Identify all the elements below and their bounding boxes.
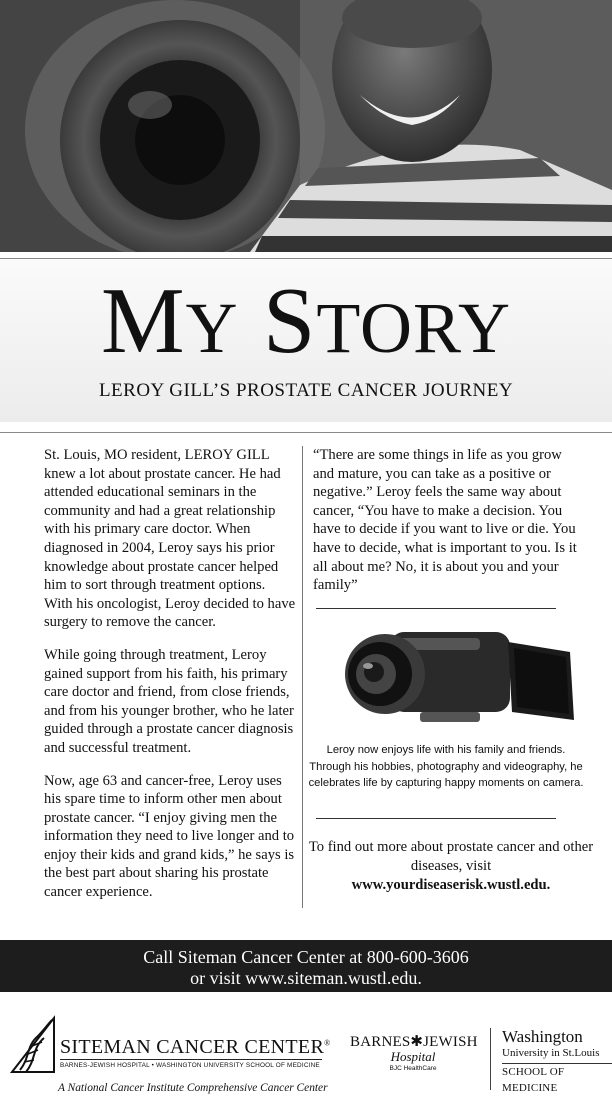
find-out-text: To find out more about prostate cancer and other diseases, visit [308, 839, 594, 874]
wu-name: Washington [502, 1027, 583, 1046]
headline-part: S [263, 269, 317, 373]
bjh-bjc: BJC HealthCare [389, 1065, 437, 1072]
story-left-column [44, 446, 296, 916]
photo-caption: Leroy now enjoys life with his family and friends. Through his hobbies, photography and videography, he celebrates life by capturing happy moments on camera. [308, 744, 584, 790]
bjh-hospital: Hospital [390, 1049, 436, 1064]
cta-web-line[interactable]: or visit www.siteman.wustl.edu. [190, 968, 422, 988]
sponsor-footer [0, 998, 612, 1108]
siteman-tagline: A National Cancer Institute Comprehensive Cancer Center [58, 1082, 328, 1094]
headline-part: Y [185, 288, 239, 368]
headline-part: TORY [316, 288, 512, 368]
story-paragraph: St. Louis, MO resident, LEROY GILL knew a lot about prostate cancer. He had attended educational seminars in the community and had a great relationship with his primary care doctor. When diagnosed in 2004, Leroy says his prior knowledge about prostate cancer helped him to sort through treatment options. With his oncologist, Leroy decided to have surgery to remove the cancer. [44, 447, 296, 631]
caption-rule-top [316, 608, 556, 609]
subtitle: LEROY GILL’S PROSTATE CANCER JOURNEY [98, 380, 514, 401]
column-divider [302, 446, 303, 908]
story-paragraph: Now, age 63 and cancer-free, Leroy uses his spare time to inform other men about prostate cancer. “I enjoy giving men the information they need to live longer and to enjoy their kids and grand kids,” he says is the best part about sharing his prostate cancer experience. [44, 772, 295, 901]
camcorder-image [330, 612, 578, 740]
headline-part: M [100, 269, 186, 373]
cta-phone-line: Call Siteman Cancer Center at 800-600-3606 [143, 947, 469, 967]
quote-paragraph: “There are some things in life as you grow and mature, you can take as a positive or negative.” Leroy feels the same way about cancer, “You have to make a decision. You have to decide if you want to live or die. You have to decide, what is important to you. Is it all about me? No, it is about you and your family” [313, 447, 577, 594]
siteman-reg-mark: ® [324, 1038, 331, 1048]
hero-photo [0, 0, 612, 252]
siteman-name-text: SITEMAN CANCER CENTER [60, 1036, 325, 1058]
barnes-jewish-logo [350, 1032, 476, 1088]
hero-illustration [0, 0, 612, 252]
logo-divider [490, 1028, 491, 1090]
story-paragraph: While going through treatment, Leroy gained support from his faith, his primary care doctor and friend, from close friends, and from his younger brother, who he later guided through a prostate cancer diagnosis and successful treatment. [44, 646, 294, 756]
siteman-logo-icon [8, 1014, 58, 1076]
wu-school: SCHOOL OF MEDICINE [502, 1066, 565, 1094]
washington-university-logo [502, 1028, 612, 1096]
caption-rule-bottom [316, 818, 556, 819]
find-out-more [306, 838, 596, 895]
call-to-action-bar [0, 940, 612, 992]
wu-sub: University in St.Louis [502, 1046, 612, 1064]
headline [0, 266, 612, 383]
bjh-name: BARNES✱JEWISH [350, 1034, 478, 1050]
story-right-column [313, 446, 577, 595]
siteman-name [60, 1036, 330, 1059]
siteman-affiliations: BARNES-JEWISH HOSPITAL • WASHINGTON UNIVERSITY SCHOOL OF MEDICINE [60, 1059, 322, 1069]
disease-risk-link[interactable]: www.yourdiseaserisk.wustl.edu. [351, 877, 551, 893]
top-rule [0, 258, 612, 259]
section-rule [0, 432, 612, 433]
